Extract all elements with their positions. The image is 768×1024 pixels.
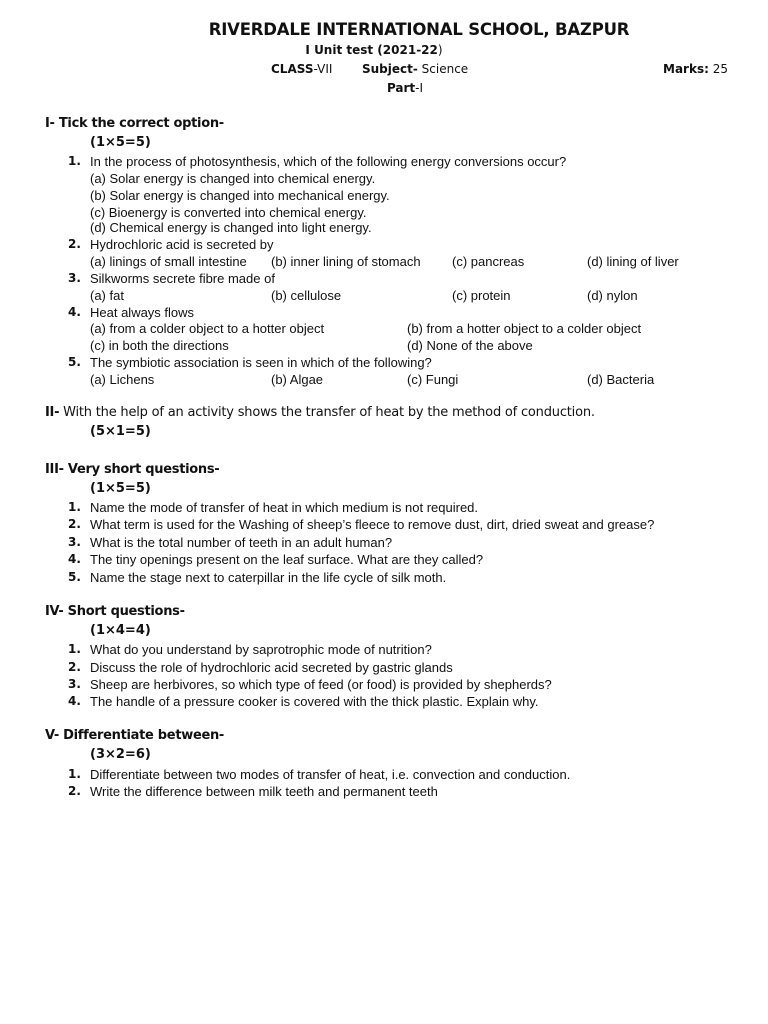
option-b: (b) Algae — [271, 372, 324, 387]
option-c: (c) Bioenergy is converted into chemical energy. — [90, 205, 367, 220]
question-number: 4. — [68, 552, 81, 566]
option-b: (b) inner lining of stomach — [271, 254, 421, 269]
question-text: Name the stage next to caterpillar in the life cycle of silk moth. — [90, 570, 447, 585]
question-number: 2. — [68, 660, 81, 674]
question-number: 3. — [68, 271, 81, 285]
question-5 — [0, 354, 768, 371]
question-number: 5. — [68, 355, 81, 369]
question-text: In the process of photosynthesis, which of the following energy conversions occur? — [90, 154, 567, 169]
question-text: Write the difference between milk teeth and permanent teeth — [90, 784, 438, 799]
section-3-marks: (1×5=5) — [90, 481, 151, 496]
option-d: (d) Chemical energy is changed into light energy. — [90, 220, 372, 235]
question-text: The tiny openings present on the leaf surface. What are they called? — [90, 552, 484, 567]
question-item — [0, 659, 768, 676]
section-5-title: V- Differentiate between- — [45, 728, 225, 743]
question-item — [0, 693, 768, 710]
question-4 — [0, 304, 768, 321]
question-number: 1. — [68, 154, 81, 168]
question-number: 1. — [68, 642, 81, 656]
test-title: I Unit test (2021-22) — [305, 43, 443, 57]
question-text: Sheep are herbivores, so which type of feed (or food) is provided by shepherds? — [90, 677, 552, 692]
question-item — [0, 569, 768, 586]
option-a: (a) fat — [90, 288, 124, 303]
question-text: Name the mode of transfer of heat in which medium is not required. — [90, 500, 479, 515]
question-number: 4. — [68, 694, 81, 708]
option-c: (c) in both the directions — [90, 338, 229, 353]
section-5-marks: (3×2=6) — [90, 747, 151, 762]
question-text: The symbiotic association is seen in which of the following? — [90, 355, 432, 370]
school-name: RIVERDALE INTERNATIONAL SCHOOL, BAZPUR — [208, 20, 630, 39]
question-text: What is the total number of teeth in an adult human? — [90, 535, 393, 550]
section-1-title: I- Tick the correct option- — [45, 116, 224, 131]
option-b: (b) from a hotter object to a colder object — [407, 321, 642, 336]
section-4-marks: (1×4=4) — [90, 623, 151, 638]
question-number: 4. — [68, 305, 81, 319]
section-1-marks: (1×5=5) — [90, 135, 151, 150]
question-number: 5. — [68, 570, 81, 584]
marks-info: Marks: 25 — [663, 62, 728, 76]
option-b: (b) Solar energy is changed into mechanical energy. — [90, 188, 390, 203]
question-3 — [0, 270, 768, 287]
subject-info: Subject- Science — [362, 62, 469, 76]
option-d: (d) None of the above — [407, 338, 533, 353]
option-d: (d) lining of liver — [587, 254, 679, 269]
question-text: Heat always flows — [90, 305, 195, 320]
question-number: 3. — [68, 535, 81, 549]
question-item — [0, 499, 768, 516]
option-a: (a) Solar energy is changed into chemical energy. — [90, 171, 376, 186]
question-2 — [0, 236, 768, 253]
section-3-title: III- Very short questions- — [45, 462, 220, 477]
question-text: Differentiate between two modes of transfer of heat, i.e. convection and conduction. — [90, 767, 571, 782]
question-item — [0, 551, 768, 568]
question-number: 2. — [68, 517, 81, 531]
option-a: (a) Lichens — [90, 372, 155, 387]
question-number: 1. — [68, 767, 81, 781]
question-item — [0, 676, 768, 693]
question-1 — [0, 153, 768, 170]
question-item — [0, 534, 768, 551]
option-c: (c) Fungi — [407, 372, 459, 387]
section-2-title: II- With the help of an activity shows the transfer of heat by the method of conduction. — [45, 405, 595, 420]
option-c: (c) protein — [452, 288, 511, 303]
question-number: 2. — [68, 784, 81, 798]
question-text: What term is used for the Washing of sheep’s fleece to remove dust, dirt, dried sweat and grease? — [90, 517, 655, 532]
option-d: (d) Bacteria — [587, 372, 655, 387]
question-text: The handle of a pressure cooker is covered with the thick plastic. Explain why. — [90, 694, 539, 709]
question-number: 1. — [68, 500, 81, 514]
class-info: CLASS-VII — [271, 62, 333, 76]
section-4-title: IV- Short questions- — [45, 604, 185, 619]
option-a: (a) from a colder object to a hotter object — [90, 321, 325, 336]
section-2-marks: (5×1=5) — [90, 424, 151, 439]
question-text: Discuss the role of hydrochloric acid secreted by gastric glands — [90, 660, 453, 675]
question-item — [0, 783, 768, 800]
question-number: 3. — [68, 677, 81, 691]
question-item — [0, 766, 768, 783]
option-d: (d) nylon — [587, 288, 638, 303]
question-text: Hydrochloric acid is secreted by — [90, 237, 274, 252]
option-b: (b) cellulose — [271, 288, 342, 303]
question-text: Silkworms secrete fibre made of — [90, 271, 275, 286]
question-number: 2. — [68, 237, 81, 251]
question-item — [0, 641, 768, 658]
question-text: What do you understand by saprotrophic mode of nutrition? — [90, 642, 432, 657]
option-c: (c) pancreas — [452, 254, 525, 269]
question-item — [0, 516, 768, 533]
part-label: Part-I — [386, 81, 424, 95]
option-a: (a) linings of small intestine — [90, 254, 247, 269]
